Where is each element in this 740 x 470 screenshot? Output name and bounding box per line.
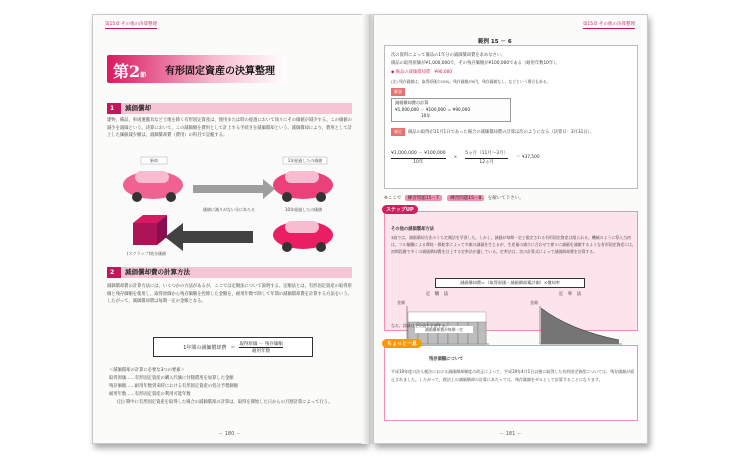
supp-fraction-2: [465, 150, 508, 166]
stepup-text: 3級では，減価償却方法のうち定額法を学習した。しかし，減価が毎期一定と限定される有形固定資産は限られる。機械のように導入当初は，フル稼働による摩耗・損耗等によって多額の減価を生じるが，生産量の減少に合わせて徐々に減価を減額するような有形固定資産には，初期段階で多くの減価償却費を計上する定率法が適している。定率法は，次の計算式によって減価償却費を計算する。: [391, 235, 636, 254]
break-box: [384, 345, 638, 421]
straight-line-inner-label: 減価償却費が毎期一定: [425, 327, 463, 332]
illus-label-1year: 1年経過したの価値: [287, 158, 323, 163]
supplement-tag: 補足: [391, 128, 405, 136]
explanation-tag: 解説: [391, 88, 405, 96]
heading-depreciation: [107, 103, 352, 114]
left-page-number: － 180 －: [218, 431, 241, 437]
stepup-footer: なお，詳細は上位級で学習する。: [391, 323, 450, 328]
break-text: 平成19年度の法人税法における減価償却制度の改正によって，平成19年4月1日以後に取得した有形固定資産については，残存価額が廃止されました。したがって，税法上の減価償却の計算にあたっては，残存価額をゼロとして計算することになります。: [391, 369, 635, 382]
calc-title: 減価償却費の計算: [395, 100, 429, 105]
depreciation-paragraph: 建物，備品，車両運搬具など土地を除く有形固定資産は，使用または時の経過において徐々にその価値が減少する。この価値の減少を減価という。決算において，この減価額を費用として計上する手続きを減価償却という。減価償却により，費用として計上した価値減少額は，減価償却費（費用）の科目で記帳する。: [107, 118, 352, 138]
practice-line: [384, 195, 524, 201]
heading-number: 1: [110, 105, 115, 112]
example-data: 備品の取得原価が¥1,000,000で，その残存価額が¥100,000である（耐用年数10年）。: [391, 61, 560, 66]
heading-text: 減価償却費の計算方法: [125, 268, 190, 276]
list-title: ＜減価償却の計算に必要な3つの要素＞: [109, 368, 185, 373]
supp-den: 10年: [413, 159, 424, 165]
list-item: 取得原価……有形固定資産の購入代価に付随費用を加算した金額: [109, 376, 234, 381]
example-title: 範例 15 － 6: [474, 37, 516, 45]
supp-num: ¥1,000,000 － ¥100,000: [391, 150, 446, 159]
car-depreciation-illustration: [113, 155, 353, 261]
calc-denominator: 10年: [421, 113, 431, 118]
formula-equals: ＝: [230, 344, 236, 351]
example-answer: ◆ 備品の減価償却費 ¥90,000: [391, 70, 453, 75]
heading-text: 減価償却: [125, 104, 151, 112]
stepup-title: その他の減価償却方法: [391, 227, 434, 232]
elements-list: [109, 367, 359, 407]
example-instruction: 次の資料によって備品の1年分の減価償却費を求めなさい。: [391, 53, 506, 58]
list-item: 残存価額……耐用年数到来時における有形固定資産の処分予想価額: [109, 384, 238, 389]
supp-mid-den: 12ヵ月: [479, 159, 495, 165]
formula-left: 1年間の減価償却費: [183, 344, 227, 351]
formula-fraction: [239, 341, 282, 354]
practice-15-8[interactable]: 練習問題15－8: [447, 195, 484, 201]
break-label: ちょっと一息: [382, 339, 422, 348]
declining-balance-chart: [530, 290, 625, 352]
supplement-calc: [391, 150, 637, 166]
illus-label-new: 新車: [150, 158, 158, 163]
calc-box: [391, 98, 511, 122]
right-running-head: 第15章 その他の決算整理: [582, 22, 635, 27]
textbook-spread: [92, 14, 648, 452]
stepup-label: ステップUP: [382, 205, 418, 214]
times-sign: ×: [453, 155, 458, 161]
left-running-head: 第15章 その他の決算整理: [105, 22, 158, 27]
supp-fraction-1: [391, 150, 446, 166]
calc-result: ＝ ¥90,000: [447, 106, 470, 112]
heading-number: 2: [110, 269, 115, 276]
left-page: [92, 14, 367, 444]
section-number: 第2節: [113, 62, 147, 81]
illus-label-scrap: (スクラップ)処分価値: [127, 251, 167, 256]
supp-mid-num: 5ヵ月（11月～3月）: [465, 150, 508, 159]
section-title: 有形固定資産の決算整理: [165, 66, 275, 77]
stepup-formula: 減価償却費＝（取得原価－減価償却累計額）×償却率: [435, 278, 585, 288]
section-number-digit: 2: [129, 62, 141, 81]
example-note: (注) 残存価額は，取得原価の10%。残存価額が0円，残存価額なし，などという場合もある。: [391, 79, 551, 84]
illus-label-diff: 価値に減りがない分にあたる: [203, 207, 255, 212]
supp-result: ＝ ¥37,500: [516, 155, 540, 161]
depreciation-formula: [153, 337, 313, 357]
illus-label-10year: 10年経過したの価値: [285, 207, 323, 212]
calc-method-paragraph: 減価償却費の計算方法には，いくつかの方法があるが，ここでは定額法について説明する。定額法とは，有形固定資産の取得原価と残存価額を使用し，取得原価から残存価額を控除した金額を，耐用年数で除して年間の減価償却費を計算する方法をいう。したがって，減価償却費は毎期一定の金額となる。: [107, 284, 352, 304]
list-item: 耐用年数……有形固定資産の利用可能年数: [109, 392, 191, 397]
formula-denominator: 耐用年数: [252, 348, 271, 354]
practice-prefix: ※ここで: [384, 196, 402, 201]
explanation-row: [391, 88, 637, 97]
straight-line-title: 定 額 法: [425, 292, 449, 297]
heading-calc-method: [107, 267, 352, 278]
calc-numerator: ¥1,000,000 － ¥100,000: [395, 106, 446, 112]
right-page: [373, 14, 648, 444]
y-axis-label: 金額: [530, 300, 538, 305]
example-box: [384, 45, 638, 189]
declining-balance-title: 定 率 法: [558, 292, 582, 297]
list-note: (注) 期中に有形固定資産を取得した場合の減価償却の計算は，取得を開始した日からの月割計算によって行う。: [117, 400, 333, 405]
practice-15-7[interactable]: 練習問題15－7: [405, 195, 442, 201]
practice-suffix: を解いて下さい。: [487, 196, 524, 201]
section-suffix: 節: [140, 72, 147, 79]
scrap-cube-icon: [133, 215, 167, 245]
supplement-row: [391, 128, 637, 137]
supplement-text: 備品の取得が11月1日であった場合の減価償却費の計算は次のようになる（決算日：3月31日）。: [408, 130, 595, 135]
formula-numerator: 取得原価 － 残存価額: [239, 341, 283, 347]
stepup-box: [384, 211, 638, 331]
y-axis-label: 金額: [397, 300, 405, 305]
right-page-number: － 181 －: [499, 431, 522, 437]
break-title: 残存価額について: [429, 357, 464, 362]
